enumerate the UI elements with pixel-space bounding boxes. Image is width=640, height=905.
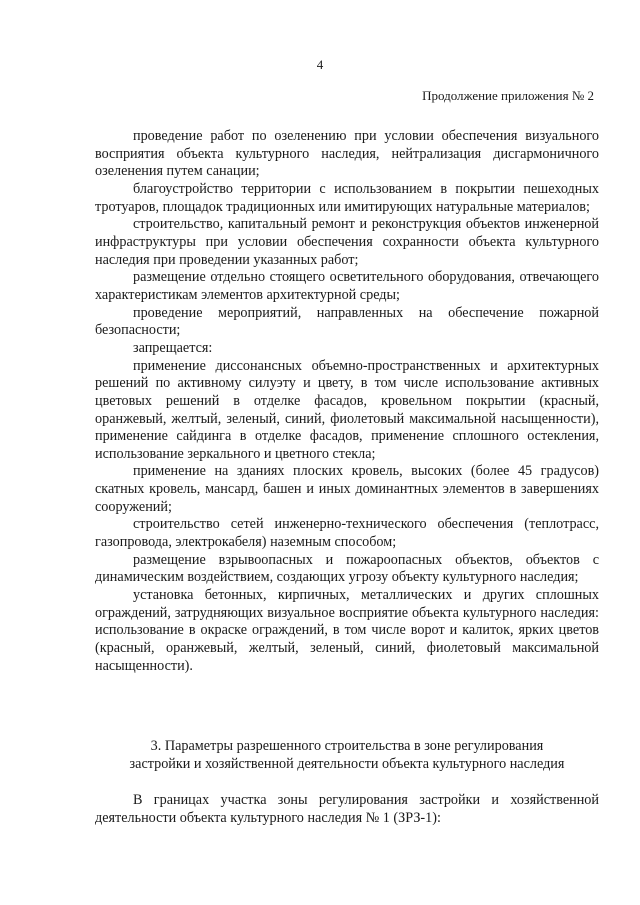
paragraph-fences: установка бетонных, кирпичных, металлических и других сплошных ограждений, затрудняющих визуальное восприятие объекта культурного наследия: использование в окраске ограждений, в том числе ворот и калиток, ярких цветов (красный, оранжевый, желтый, зеленый, синий, фиолетовый максимальной насыщенности).: [95, 587, 599, 674]
body-text: [95, 128, 599, 675]
section-heading: [95, 738, 599, 773]
paragraph-roofs: применение на зданиях плоских кровель, высоких (более 45 градусов) скатных кровель, мансард, башен и иных доминантных элементов в завершениях сооружений;: [95, 463, 599, 515]
paragraph-landscaping: проведение работ по озеленению при условии обеспечения визуального восприятия объекта культурного наследия, нейтрализация дисгармоничного озеленения путем санации;: [95, 128, 599, 180]
paragraph-dissonant-solutions: применение диссонансных объемно-пространственных и архитектурных решений по активному силуэту и цвету, в том числе использование активных цветовых решений в отделке фасадов, кровельном покрытии (красный, оранжевый, желтый, зеленый, синий, фиолетовый максимальной насыщенности), применение сайдинга в отделке фасадов, применение сплошного остекления, использование зеркального и цветного стекла;: [95, 357, 599, 462]
paragraph-prohibited: запрещается:: [133, 339, 213, 356]
paragraph-utility-networks: строительство сетей инженерно-технического обеспечения (теплотрасс, газопровода, электрокабеля) наземным способом;: [95, 516, 599, 551]
paragraph-territory-improvement: благоустройство территории с использованием в покрытии пешеходных тротуаров, площадок традиционных или имитирующих натуральные материалов;: [95, 180, 599, 215]
section-intro-paragraph: В границах участка зоны регулирования застройки и хозяйственной деятельности объекта культурного наследия № 1 (ЗРЗ-1):: [95, 792, 599, 826]
paragraph-fire-safety: проведение мероприятий, направленных на обеспечение пожарной безопасности;: [95, 304, 599, 339]
paragraph-lighting: размещение отдельно стоящего осветительного оборудования, отвечающего характеристикам элементов архитектурной среды;: [95, 269, 599, 303]
section-heading-line-2: застройки и хозяйственной деятельности объекта культурного наследия: [129, 755, 565, 772]
page-number: 4: [316, 57, 324, 72]
section-heading-line-1: 3. Параметры разрешенного строительства в зоне регулирования: [150, 738, 544, 754]
paragraph-hazardous-objects: размещение взрывоопасных и пожароопасных объектов, объектов с динамическим воздействием, создающих угрозу объекту культурного наследия;: [95, 551, 599, 586]
appendix-continuation-note: Продолжение приложения № 2: [422, 88, 594, 103]
paragraph-infrastructure: строительство, капитальный ремонт и реконструкция объектов инженерной инфраструктуры при условии обеспечения сохранности объекта культурного наследия при проведении указанных работ;: [95, 216, 599, 268]
